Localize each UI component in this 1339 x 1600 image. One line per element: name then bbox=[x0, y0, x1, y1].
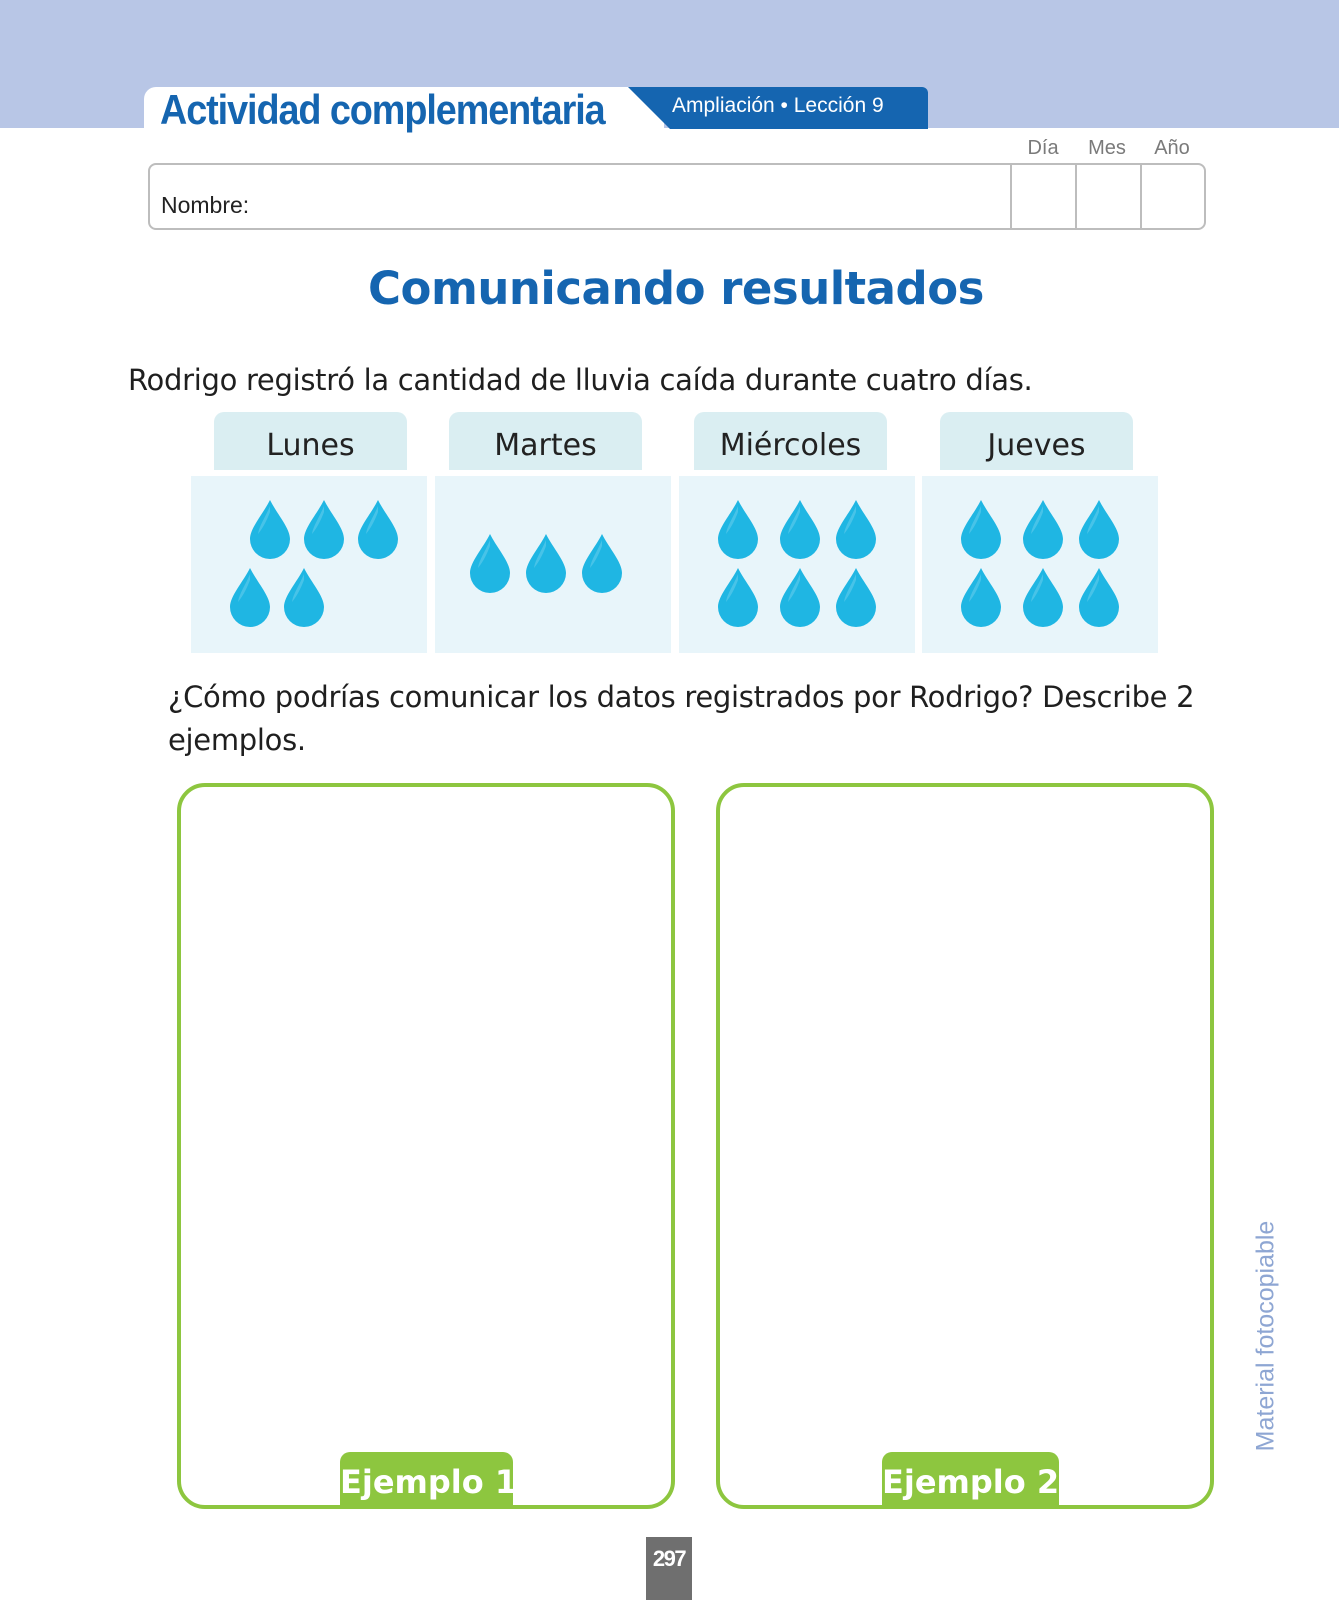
water-drop-icon bbox=[1020, 498, 1066, 560]
water-drop-icon bbox=[715, 498, 761, 560]
day-label: Día bbox=[1027, 137, 1059, 159]
page-number: 297 bbox=[646, 1537, 692, 1600]
water-drop-icon bbox=[777, 566, 823, 628]
month-field-divider bbox=[1075, 163, 1077, 230]
rain-panel-jueves bbox=[922, 476, 1158, 653]
water-drop-icon bbox=[715, 566, 761, 628]
rain-panel-martes bbox=[435, 476, 671, 653]
activity-title: Actividad complementaria bbox=[160, 86, 605, 133]
water-drop-icon bbox=[281, 566, 327, 628]
water-drop-icon bbox=[958, 498, 1004, 560]
day-header-miercoles: Miércoles bbox=[694, 412, 887, 470]
water-drop-icon bbox=[247, 498, 293, 560]
water-drop-icon bbox=[579, 532, 625, 594]
rain-panel-miercoles bbox=[679, 476, 915, 653]
water-drop-icon bbox=[833, 566, 879, 628]
day-field-divider bbox=[1010, 163, 1012, 230]
example-2-label: Ejemplo 2 bbox=[882, 1452, 1059, 1506]
example-2-answer-area[interactable] bbox=[716, 783, 1214, 1509]
water-drop-icon bbox=[777, 498, 823, 560]
water-drop-icon bbox=[467, 532, 513, 594]
month-label: Mes bbox=[1088, 137, 1126, 159]
intro-text: Rodrigo registró la cantidad de lluvia caída durante cuatro días. bbox=[128, 363, 1033, 397]
question-text: ¿Cómo podrías comunicar los datos registrados por Rodrigo? Describe 2 ejemplos. bbox=[168, 680, 1195, 757]
water-drop-icon bbox=[1076, 566, 1122, 628]
water-drop-icon bbox=[355, 498, 401, 560]
year-field-divider bbox=[1140, 163, 1142, 230]
photocopiable-note: Material fotocopiable bbox=[1251, 1220, 1280, 1452]
example-1-label: Ejemplo 1 bbox=[340, 1452, 513, 1506]
water-drop-icon bbox=[958, 566, 1004, 628]
page-title: Comunicando resultados bbox=[368, 262, 984, 315]
water-drop-icon bbox=[227, 566, 273, 628]
day-header-martes: Martes bbox=[449, 412, 642, 470]
water-drop-icon bbox=[833, 498, 879, 560]
water-drop-icon bbox=[1076, 498, 1122, 560]
day-header-lunes: Lunes bbox=[214, 412, 407, 470]
name-label: Nombre: bbox=[161, 192, 250, 218]
year-label: Año bbox=[1154, 137, 1190, 159]
lesson-label: Ampliación • Lección 9 bbox=[672, 94, 884, 117]
rain-panel-lunes bbox=[191, 476, 427, 653]
water-drop-icon bbox=[523, 532, 569, 594]
name-field[interactable] bbox=[148, 163, 1206, 230]
water-drop-icon bbox=[1020, 566, 1066, 628]
example-1-answer-area[interactable] bbox=[177, 783, 675, 1509]
day-header-jueves: Jueves bbox=[940, 412, 1133, 470]
water-drop-icon bbox=[301, 498, 347, 560]
